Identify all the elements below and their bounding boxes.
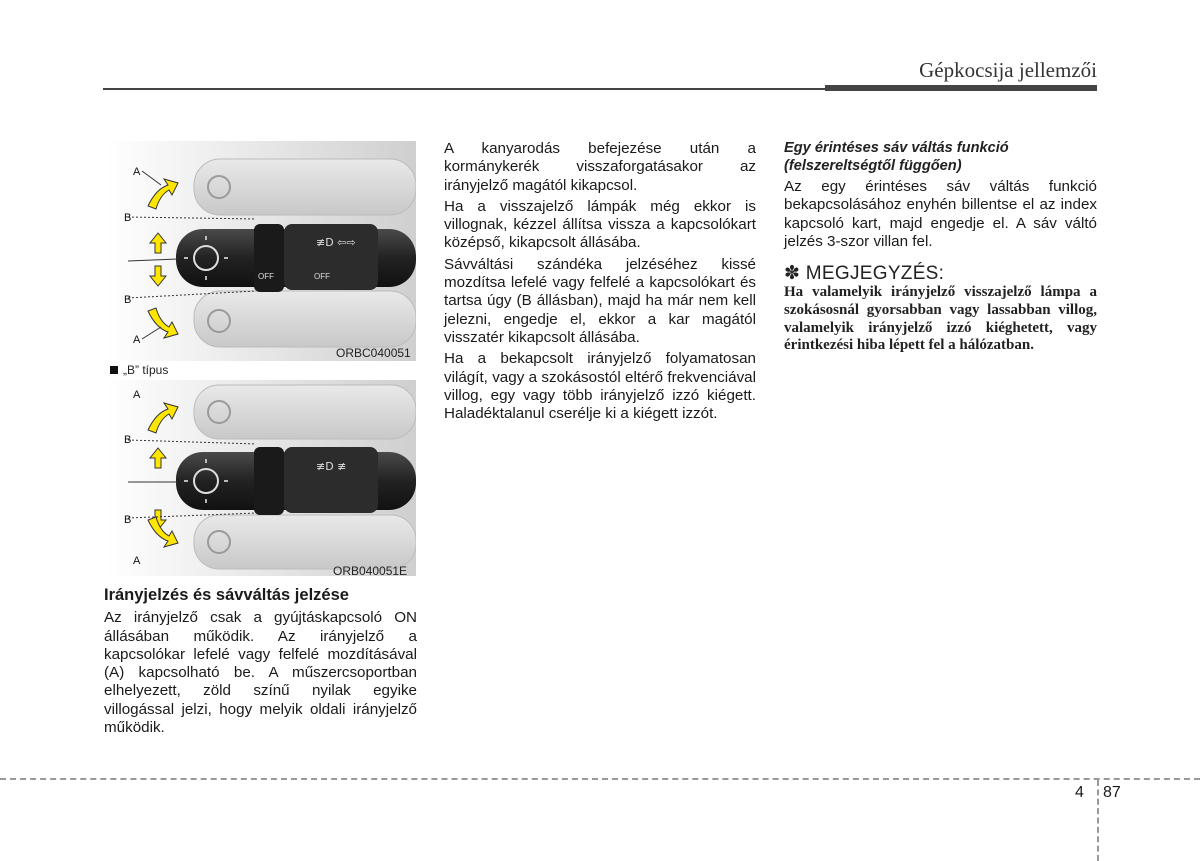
marker-a-top: A (133, 166, 141, 178)
switch-off-label-1: OFF (258, 272, 274, 281)
col2-paragraph-3: Sávváltási szándéka jelzéséhez kissé mozdítsa lefelé vagy felfelé a kapcsolókart és tartsa úgy (B állásban), majd ha már nem kell jelezni, engedje el, ekkor a kar magától visszatér kikapcsolt állásába. (444, 255, 756, 346)
col2-paragraph-4: Ha a bekapcsolt irányjelző folyamatosan világít, vagy a szokásostól eltérő frekvenciával villog, egy vagy több irányjelző izzó kiégett. Haladéktalanul cserélje ki a kiégett izzót. (444, 350, 756, 423)
bullet-square-icon (110, 366, 118, 374)
figure-b-label-text: „B” típus (123, 363, 169, 377)
column-3 (784, 140, 1097, 358)
switch-off-label-2: OFF (314, 272, 330, 281)
col2-paragraph-1: A kanyarodás befejezése után a kormánykerék visszaforgatásakor az irányjelző magától kikapcsol. (444, 140, 756, 194)
marker-a-top: A (133, 389, 141, 401)
marker-b-bottom: B (124, 514, 132, 526)
svg-text:≢D ≢: ≢D ≢ (316, 460, 347, 473)
section-number: 4 (1075, 784, 1084, 801)
col3-paragraph-1: Az egy érintéses sáv váltás funkció bekapcsolásához enyhén billentse el az index kapcsoló kart, majd engedje el. A sáv váltó jelzés 3-szor villan fel. (784, 178, 1097, 250)
figure-a-code: ORBC040051 (336, 346, 411, 360)
col1-paragraph-1: Az irányjelző csak a gyújtáskapcsoló ON állásában működik. Az irányjelző a kapcsolókar lefelé vagy felfelé mozdításával (A) kapcsolható be. A műszercsoportban elhelyezett, zöld színű nyilak egyike villogással jelzi, hogy melyik oldali irányjelző működik. (104, 609, 417, 737)
column-2 (444, 140, 756, 426)
note-title: ✽ MEGJEGYZÉS: (784, 263, 945, 285)
marker-b-top: B (124, 434, 132, 446)
header-rule (103, 88, 825, 90)
col2-paragraph-2: Ha a visszajelző lámpák még ekkor is villognak, kézzel állítsa vissza a kapcsolókart középső, kikapcsolt állásába. (444, 197, 756, 252)
footer-divider (0, 778, 1200, 780)
header-rule-accent (825, 85, 1097, 91)
marker-b-top: B (124, 212, 132, 224)
marker-a-bottom: A (133, 555, 141, 567)
page-header-title: Gépkocsija jellemzői (919, 58, 1097, 82)
figure-b-illustration (106, 380, 416, 576)
figure-b-label (110, 363, 168, 377)
marker-a-bottom: A (133, 334, 141, 346)
figure-a-illustration (106, 141, 416, 361)
section-heading: Irányjelzés és sávváltás jelzése (104, 586, 349, 604)
marker-b-bottom: B (124, 294, 132, 306)
page-number: 87 (1103, 784, 1121, 801)
subsection-heading: Egy érintéses sáv váltás funkció (felszereltségtől függően) (784, 140, 1009, 174)
column-1 (104, 586, 417, 740)
note-body: Ha valamelyik irányjelző visszajelző lámpa a szokásosnál gyorsabban vagy lassabban villog, valamelyik irányjelző izzó kiéghetett, vagy érintkezési hiba lépett fel a hálózatban. (784, 284, 1097, 354)
footer-vertical-divider (1097, 780, 1099, 861)
svg-text:≢D ⇦⇨: ≢D ⇦⇨ (316, 236, 356, 249)
figure-b-code: ORB040051E (333, 564, 408, 578)
